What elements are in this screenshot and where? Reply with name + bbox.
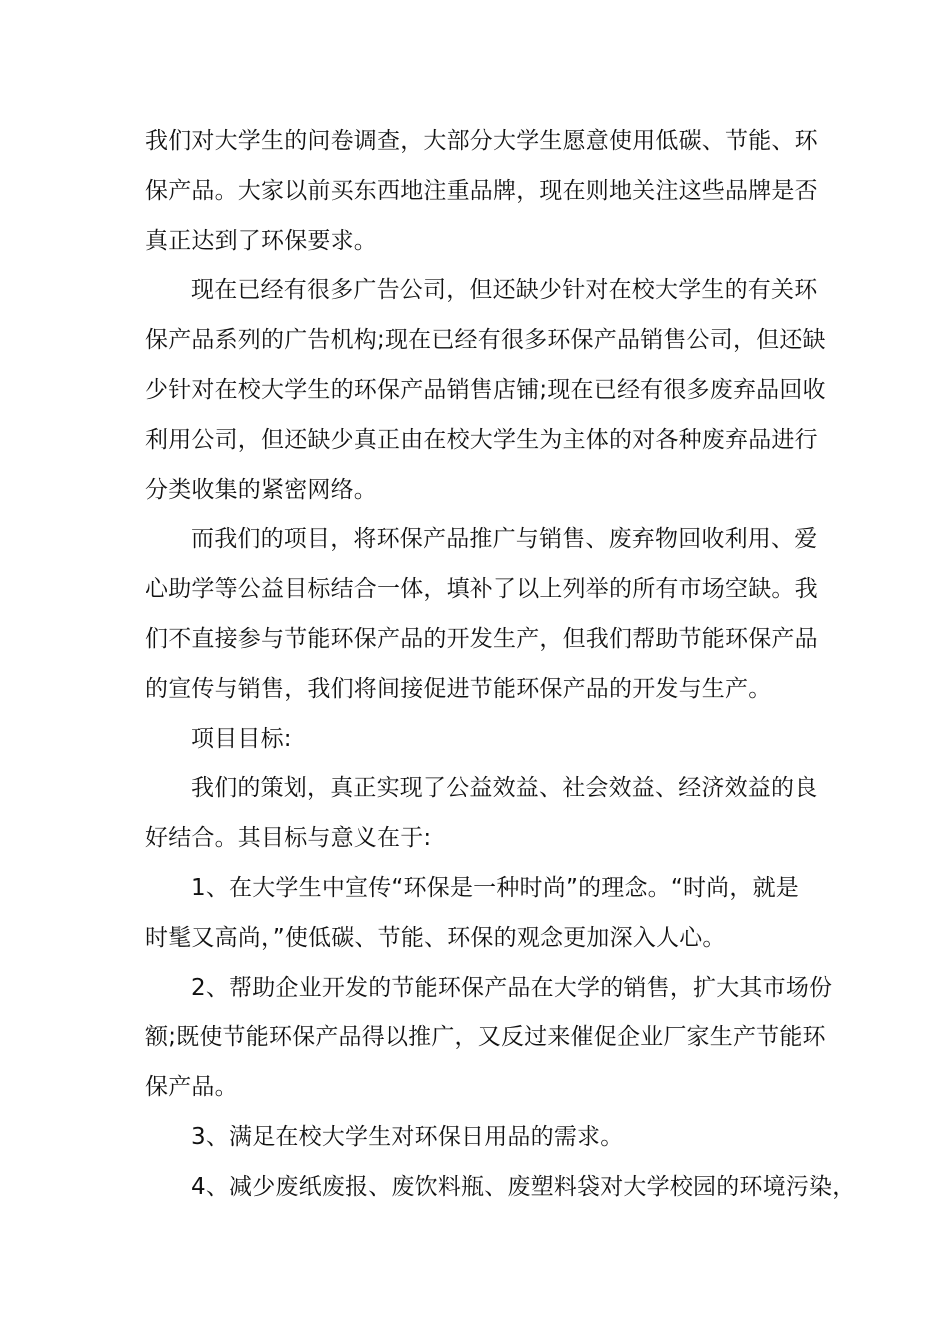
text-line: 2、帮助企业开发的节能环保产品在大学的销售，扩大其市场份 [191, 974, 833, 1001]
text-line: 少针对在校大学生的环保产品销售店铺;现在已经有很多废弃品回收 [145, 376, 826, 403]
text-line: 而我们的项目，将环保产品推广与销售、废弃物回收利用、爱 [191, 526, 818, 553]
text-line: 保产品。 [145, 1074, 238, 1101]
paragraph [145, 1163, 856, 1213]
paragraph [145, 266, 826, 515]
text-line: 心助学等公益目标结合一体，填补了以上列举的所有市场空缺。我 [145, 576, 818, 603]
paragraph [145, 864, 815, 964]
text-line: 好结合。其目标与意义在于: [145, 825, 432, 852]
text-line: 现在已经有很多广告公司，但还缺少针对在校大学生的有关环 [191, 277, 818, 304]
text-line: 时髦又高尚，”使低碳、节能、环保的观念更加深入人心。 [145, 924, 726, 951]
paragraph [145, 764, 818, 864]
paragraph [145, 515, 818, 714]
text-line: 额;既使节能环保产品得以推广，又反过来催促企业厂家生产节能环 [145, 1024, 826, 1051]
paragraph [145, 715, 815, 765]
text-line: 保产品系列的广告机构;现在已经有很多环保产品销售公司，但还缺 [145, 327, 826, 354]
text-line: 1、在大学生中宣传“环保是一种时尚”的理念。“时尚，就是 [191, 874, 799, 901]
paragraph [145, 117, 818, 266]
paragraph [145, 964, 833, 1113]
text-line: 们不直接参与节能环保产品的开发生产，但我们帮助节能环保产品 [145, 625, 818, 652]
text-line: 3、满足在校大学生对环保日用品的需求。 [191, 1123, 624, 1150]
text-line: 利用公司，但还缺少真正由在校大学生为主体的对各种废弃品进行 [145, 426, 818, 453]
text-line: 4、减少废纸废报、废饮料瓶、废塑料袋对大学校园的环境污染， [191, 1173, 856, 1200]
text-line: 的宣传与销售，我们将间接促进节能环保产品的开发与生产。 [145, 675, 772, 702]
text-line: 保产品。大家以前买东西地注重品牌，现在则地关注这些品牌是否 [145, 177, 818, 204]
text-line: 我们对大学生的问卷调查，大部分大学生愿意使用低碳、节能、环 [145, 128, 818, 154]
text-line: 真正达到了环保要求。 [145, 227, 377, 254]
text-line: 我们的策划，真正实现了公益效益、社会效益、经济效益的良 [191, 775, 818, 802]
text-line: 项目目标: [191, 725, 292, 752]
text-line: 分类收集的紧密网络。 [145, 476, 377, 503]
document-body [145, 117, 856, 1213]
paragraph [145, 1113, 815, 1163]
